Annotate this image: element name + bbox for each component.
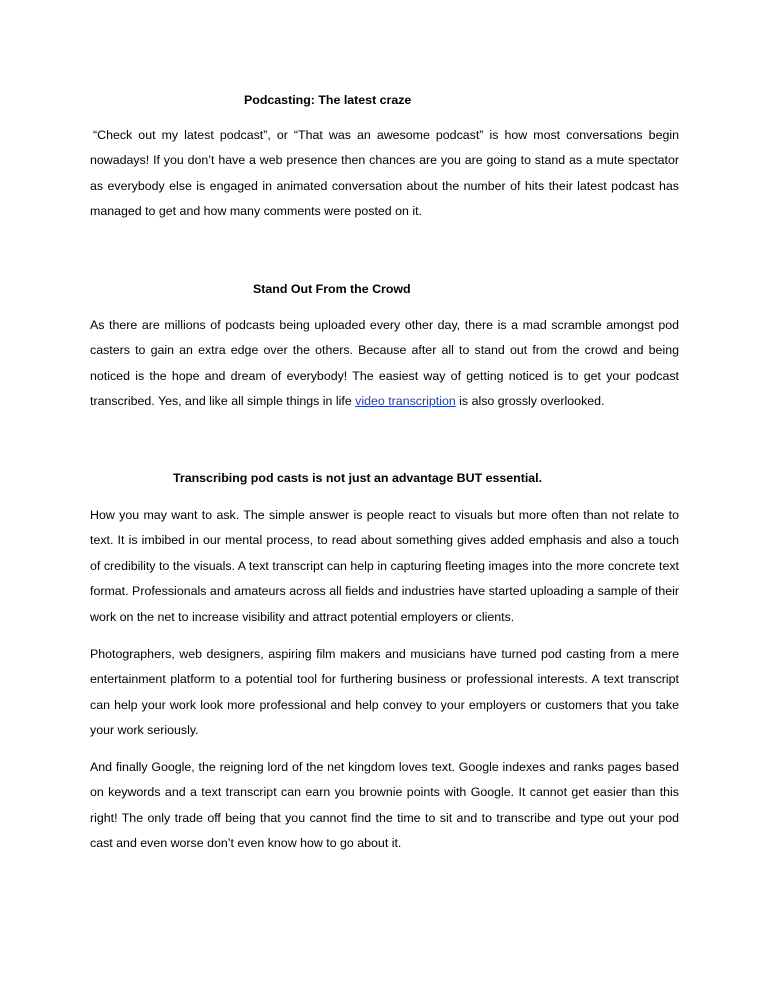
transcribing-paragraph-2-block: [90, 642, 679, 744]
intro-section: [90, 123, 679, 225]
transcribing-paragraph-3-block: [90, 755, 679, 857]
stand-out-text-after-link: is also grossly overlooked.: [455, 394, 605, 409]
stand-out-text-before-link: As there are millions of podcasts being uploaded every other day, there is a mad scramble amongst pod casters to gain an extra edge over the others. Because after all to stand out from the crowd and being noticed is the hope and dream of everybody! The easiest way of getting noticed is to get your podcast transcribed. Yes, and like all simple things in life: [90, 318, 679, 409]
transcribing-paragraph-1-block: [90, 503, 679, 630]
stand-out-paragraph: [90, 313, 679, 415]
stand-out-section: [90, 313, 679, 415]
transcribing-paragraph-2: Photographers, web designers, aspiring film makers and musicians have turned pod casting from a mere entertainment platform to a potential tool for furthering business or professional interests. A text transcript can help your work look more professional and help convey to your employers or customers that you take your work seriously.: [90, 647, 679, 738]
document-title: Podcasting: The latest craze: [244, 93, 412, 107]
section-heading-stand-out: Stand Out From the Crowd: [253, 282, 411, 296]
section-heading-transcribing: Transcribing pod casts is not just an advantage BUT essential.: [173, 471, 543, 485]
intro-paragraph: “Check out my latest podcast”, or “That was an awesome podcast” is how most conversations begin nowadays! If you don’t have a web presence then chances are you are going to stand as a mute spectator as everybody else is engaged in animated conversation about the number of hits their latest podcast has managed to get and how many comments were posted on it.: [90, 128, 679, 219]
transcribing-paragraph-1: How you may want to ask. The simple answer is people react to visuals but more often than not relate to text. It is imbibed in our mental process, to read about something gives added emphasis and also a touch of credibility to the visuals. A text transcript can help in capturing fleeting images into the more concrete text format. Professionals and amateurs across all fields and industries have started uploading a sample of their work on the net to increase visibility and attract potential employers or clients.: [90, 508, 679, 624]
video-transcription-link[interactable]: video transcription: [355, 394, 456, 409]
transcribing-paragraph-3: And finally Google, the reigning lord of the net kingdom loves text. Google indexes and ranks pages based on keywords and a text transcript can earn you brownie points with Google. It cannot get easier than this right! The only trade off being that you cannot find the time to sit and to transcribe and type out your pod cast and even worse don’t even know how to go about it.: [90, 760, 679, 851]
